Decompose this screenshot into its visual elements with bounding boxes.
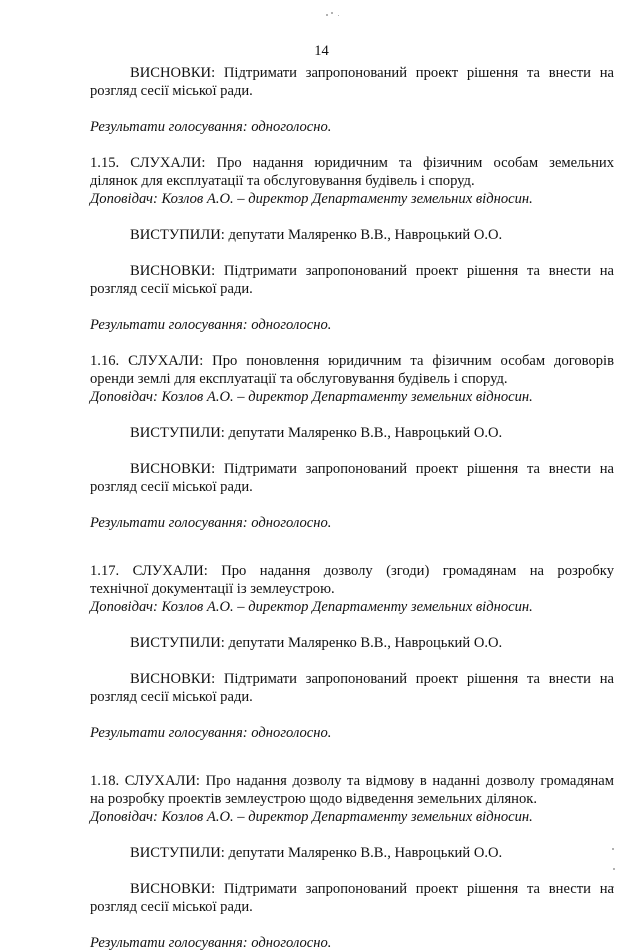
- heard-line: 1.16. СЛУХАЛИ: Про поновлення юридичним та фізичним особам договорів: [90, 353, 614, 369]
- spoke-line: ВИСТУПИЛИ: депутати Маляренко В.В., Навроцький О.О.: [130, 425, 503, 441]
- voting-result: одноголосно.: [251, 725, 332, 741]
- voting-label: Результати голосування:: [90, 935, 248, 951]
- speaker-line: Доповідач: Козлов А.О. – директор Департаменту земельних відносин.: [90, 809, 533, 825]
- voting-results: [90, 514, 614, 532]
- voting-results: [90, 316, 614, 334]
- heard-line: технічної документації із землеустрою.: [90, 581, 335, 597]
- heard-line: ділянок для експлуатації та обслуговування будівель і споруд.: [90, 173, 475, 189]
- voting-results: [90, 118, 614, 136]
- heard-line: оренди землі для експлуатації та обслуговування будівель і споруд.: [90, 371, 508, 387]
- conclusion-paragraph: ВИСНОВКИ: Підтримати запропонований проект рішення та внести на розгляд сесії міської ради.: [90, 881, 614, 915]
- minutes-body: [90, 64, 614, 952]
- page-number: 14: [314, 43, 329, 59]
- speaker-line: Доповідач: Козлов А.О. – директор Департаменту земельних відносин.: [90, 389, 533, 405]
- agenda-item: [90, 154, 614, 334]
- voting-results: [90, 724, 614, 742]
- voting-label: Результати голосування:: [90, 317, 248, 333]
- heard-line: 1.15. СЛУХАЛИ: Про надання юридичним та фізичним особам земельних: [90, 155, 614, 171]
- spoke-line: ВИСТУПИЛИ: депутати Маляренко В.В., Навроцький О.О.: [130, 845, 503, 861]
- voting-label: Результати голосування:: [90, 725, 248, 741]
- voting-result: одноголосно.: [251, 935, 332, 951]
- spoke-line: ВИСТУПИЛИ: депутати Маляренко В.В., Навроцький О.О.: [130, 635, 503, 651]
- spoke-line: ВИСТУПИЛИ: депутати Маляренко В.В., Навроцький О.О.: [130, 227, 503, 243]
- voting-label: Результати голосування:: [90, 515, 248, 531]
- scan-speck: [338, 15, 339, 16]
- heard-line: 1.18. СЛУХАЛИ: Про надання дозволу та відмову в наданні дозволу громадянам: [90, 773, 614, 789]
- conclusion-paragraph: ВИСНОВКИ: Підтримати запропонований проект рішення та внести на розгляд сесії міської ради.: [90, 461, 614, 495]
- voting-result: одноголосно.: [251, 119, 332, 135]
- conclusion-paragraph: ВИСНОВКИ: Підтримати запропонований проект рішення та внести на розгляд сесії міської ради.: [90, 65, 614, 99]
- voting-results: [90, 934, 614, 952]
- conclusion-paragraph: ВИСНОВКИ: Підтримати запропонований проект рішення та внести на розгляд сесії міської ради.: [90, 263, 614, 297]
- conclusion-paragraph: ВИСНОВКИ: Підтримати запропонований проект рішення та внести на розгляд сесії міської ради.: [90, 671, 614, 705]
- speaker-line: Доповідач: Козлов А.О. – директор Департаменту земельних відносин.: [90, 191, 533, 207]
- voting-result: одноголосно.: [251, 515, 332, 531]
- voting-label: Результати голосування:: [90, 119, 248, 135]
- voting-result: одноголосно.: [251, 317, 332, 333]
- agenda-item: [90, 772, 614, 952]
- agenda-item: [90, 562, 614, 742]
- scan-speck: [326, 14, 328, 16]
- heard-line: на розробку проектів землеустрою щодо відведення земельних ділянок.: [90, 791, 538, 807]
- heard-line: 1.17. СЛУХАЛИ: Про надання дозволу (згоди) громадянам на розробку: [90, 563, 614, 579]
- agenda-item: [90, 352, 614, 532]
- scan-speck: [331, 12, 333, 14]
- speaker-line: Доповідач: Козлов А.О. – директор Департаменту земельних відносин.: [90, 599, 533, 615]
